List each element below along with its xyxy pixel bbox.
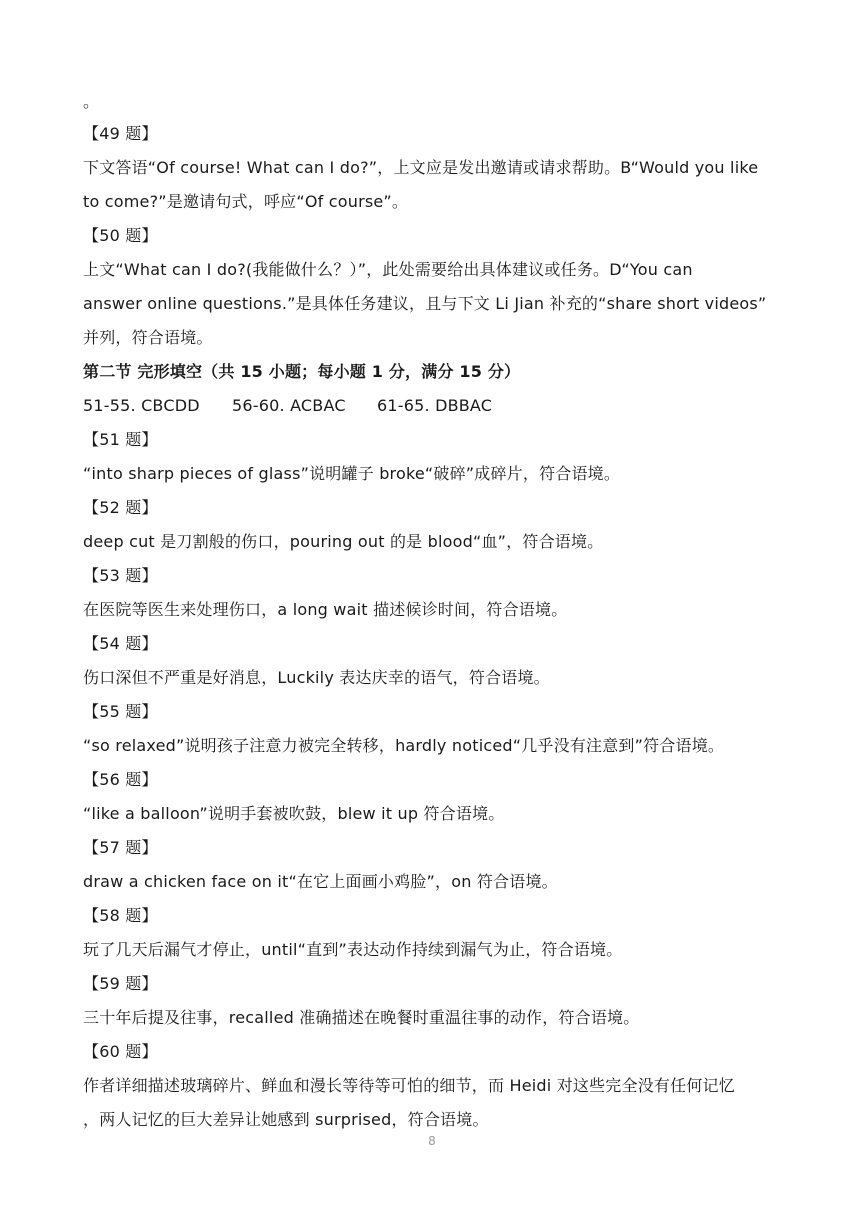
answer-group: 51-55. CBCDD (83, 396, 200, 415)
text-line: 伤口深但不严重是好消息，Luckily 表达庆幸的语气，符合语境。 (83, 668, 550, 687)
answer-key-line (83, 396, 492, 416)
answer-group: 56-60. ACBAC (232, 396, 346, 415)
text-line: 。 (83, 92, 100, 111)
text-line: ，两人记忆的巨大差异让她感到 surprised，符合语境。 (83, 1110, 489, 1129)
text-line: “so relaxed”说明孩子注意力被完全转移，hardly noticed“几乎没有注意到”符合语境。 (83, 736, 725, 755)
text-line: 下文答语“Of course! What can I do?”，上文应是发出邀请或请求帮助。B“Would you like (83, 158, 759, 177)
page-number: 8 (428, 1134, 436, 1148)
question-heading: 【51 题】 (83, 430, 158, 449)
text-line: “into sharp pieces of glass”说明罐子 broke“破碎”成碎片，符合语境。 (83, 464, 621, 483)
question-heading: 【56 题】 (83, 770, 158, 789)
text-line: 并列，符合语境。 (83, 328, 213, 347)
text-line: 上文“What can I do?(我能做什么？）”，此处需要给出具体建议或任务。D“You can (83, 260, 693, 279)
answer-group: 61-65. DBBAC (377, 396, 493, 415)
question-heading: 【50 题】 (83, 226, 158, 245)
text-line: to come?”是邀请句式，呼应“Of course”。 (83, 192, 409, 211)
question-heading: 【53 题】 (83, 566, 158, 585)
question-heading: 【60 题】 (83, 1042, 158, 1061)
text-line: “like a balloon”说明手套被吹鼓，blew it up 符合语境。 (83, 804, 505, 823)
question-heading: 【52 题】 (83, 498, 158, 517)
question-heading: 【55 题】 (83, 702, 158, 721)
question-heading: 【57 题】 (83, 838, 158, 857)
question-heading: 【59 题】 (83, 974, 158, 993)
text-line: 三十年后提及往事，recalled 准确描述在晚餐时重温往事的动作，符合语境。 (83, 1008, 640, 1027)
text-line: deep cut 是刀割般的伤口，pouring out 的是 blood“血”，符合语境。 (83, 532, 604, 551)
text-line: answer online questions.”是具体任务建议，且与下文 Li Jian 补充的“share short videos” (83, 294, 767, 313)
question-heading: 【58 题】 (83, 906, 158, 925)
section-heading: 第二节 完形填空（共 15 小题；每小题 1 分，满分 15 分） (83, 362, 521, 381)
text-line: 作者详细描述玻璃碎片、鲜血和漫长等待等可怕的细节，而 Heidi 对这些完全没有任何记忆 (83, 1076, 735, 1095)
text-line: 在医院等医生来处理伤口，a long wait 描述候诊时间，符合语境。 (83, 600, 568, 619)
question-heading: 【49 题】 (83, 124, 158, 143)
text-line: draw a chicken face on it“在它上面画小鸡脸”，on 符合语境。 (83, 872, 558, 891)
question-heading: 【54 题】 (83, 634, 158, 653)
text-line: 玩了几天后漏气才停止，until“直到”表达动作持续到漏气为止，符合语境。 (83, 940, 623, 959)
